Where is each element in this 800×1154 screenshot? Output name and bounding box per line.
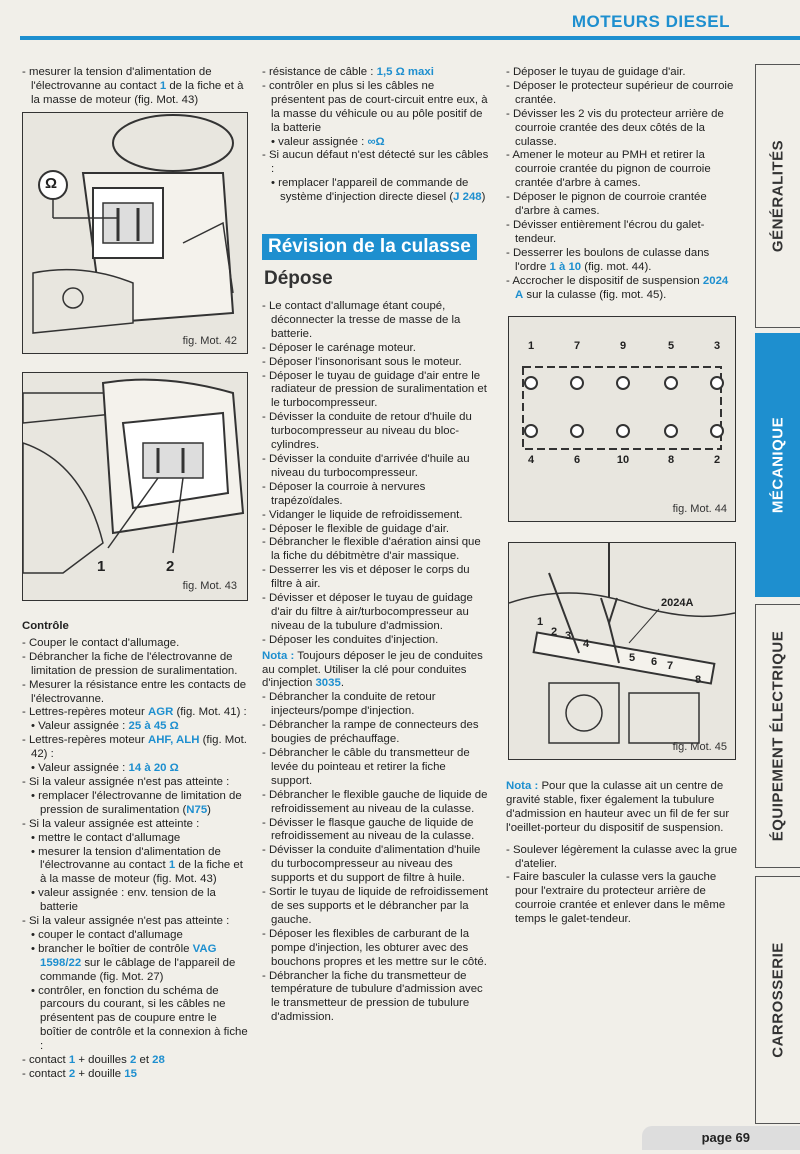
- depose-step: - Dévisser les 2 vis du protecteur arrière de courroie crantée des deux côtés de la culasse.: [506, 107, 724, 148]
- fig45-caption: fig. Mot. 45: [672, 741, 727, 753]
- depose-step: - Déposer le tuyau de guidage d'air entre le radiateur de pression de suralimentation et le turbocompresseur.: [262, 369, 487, 410]
- depose-step: - Débrancher la conduite de retour injecteurs/pompe d'injection.: [262, 691, 436, 718]
- controle-item: • contrôler, en fonction du schéma de parcours du courant, si les câbles ne présentent pas de coupure entre le boîtier de contrôle et la connexion à fiche :: [31, 984, 248, 1053]
- text-item: - Si aucun défaut n'est détecté sur les câbles :: [262, 149, 489, 176]
- controle-item: • brancher le boîtier de contrôle VAG 1598/22 sur le câblage de l'appareil de commande (fig. Mot. 27): [31, 942, 236, 983]
- controle-item: • valeur assignée : env. tension de la batterie: [31, 887, 216, 914]
- bolt-marker: [617, 377, 629, 389]
- bolt-marker: [525, 377, 537, 389]
- figure-mot-42: [22, 112, 248, 354]
- bolt-number-label: 3: [713, 340, 721, 352]
- header-divider: [20, 36, 800, 40]
- fig45-suspension-tool-illustration: [509, 543, 735, 759]
- fig45-bolt-number: 8: [695, 674, 702, 686]
- controle-item: - Si la valeur assignée n'est pas atteinte :: [22, 915, 230, 928]
- text-item: - mesurer la tension d'alimentation de l'électrovanne au contact 1 de la fiche et à la masse de moteur (fig. Mot. 43): [22, 66, 244, 106]
- depose-step: - Faire basculer la culasse vers la gauche pour l'extraire du protecteur arrière de courroie crantée et enlever dans le même temps le galet-tendeur.: [506, 871, 726, 926]
- bolt-number-label: 2: [713, 454, 721, 466]
- sidebar-tab-mecanique[interactable]: [755, 333, 800, 597]
- depose-step: - Dévisser la conduite de retour d'huile du turbocompresseur au niveau du bloc-cylindres.: [262, 411, 472, 452]
- depose-step: - Soulever légèrement la culasse avec la grue d'atelier.: [506, 843, 738, 870]
- bolt-marker: [711, 377, 723, 389]
- bolt-number-label: 9: [619, 340, 627, 352]
- controle-item: - Si la valeur assignée n'est pas atteinte :: [22, 775, 230, 788]
- depose-step: - Déposer les flexibles de carburant de la pompe d'injection, les obturer avec des bouchons propres et les mettre sur le côté.: [262, 927, 487, 968]
- fig45-bolt-number: 7: [667, 660, 674, 672]
- controle-item: - contact 1 + douilles 2 et 28: [22, 1054, 165, 1067]
- controle-item: • Valeur assignée : 14 à 20 Ω: [31, 762, 179, 775]
- depose-step: - Dévisser la conduite d'alimentation d'huile du turbocompresseur au niveau des supports et du support de filtre à huile.: [262, 844, 481, 885]
- section-header-title: MOTEURS DIESEL: [571, 12, 730, 31]
- depose-step: - Déposer la courroie à nervures trapézoïdales.: [262, 480, 426, 507]
- controle-item: • couper le contact d'allumage: [31, 928, 183, 941]
- depose-step: - Dévisser entièrement l'écrou du galet-tendeur.: [506, 218, 705, 245]
- depose-step: - Débrancher le flexible d'aération ainsi que la fiche du débitmètre d'air massique.: [262, 536, 481, 563]
- depose-step: - Le contact d'allumage étant coupé, déconnecter la tresse de masse de la batterie.: [262, 300, 461, 340]
- col2-top-text: [262, 66, 490, 205]
- controle-item: - Débrancher la fiche de l'électrovanne de limitation de pression de suralimentation.: [22, 650, 238, 677]
- bolt-number-label: 1: [527, 340, 535, 352]
- subsection-title-depose: Dépose: [264, 268, 333, 289]
- depose-step: - Desserrer les boulons de culasse dans l'ordre 1 à 10 (fig. mot. 44).: [506, 246, 710, 273]
- fig43-label-2: 2: [166, 558, 175, 575]
- sidebar-tab-generalites[interactable]: [755, 64, 800, 328]
- nota-2: Nota : Pour que la culasse ait un centre de gravité stable, fixer également la tubulure d'admission en hauteur avec un fil de fer sur l'oeillet-porteur du dispositif de suspension.: [506, 780, 730, 834]
- fig45-bolt-number: 1: [537, 616, 544, 628]
- bolt-marker: [617, 425, 629, 437]
- fig43-label-1: 1: [97, 558, 106, 575]
- controle-section: [22, 620, 248, 1082]
- bolt-number-label: 8: [667, 454, 675, 466]
- depose-step: - Amener le moteur au PMH et retirer la courroie crantée du pignon de courroie crantée d'arbre à cames.: [506, 149, 711, 190]
- text-item: - résistance de câble : 1,5 Ω maxi: [262, 66, 434, 78]
- controle-item: - contact 2 + douille 15: [22, 1068, 137, 1080]
- fig43-caption: fig. Mot. 43: [182, 580, 237, 592]
- ohm-symbol-label: Ω: [45, 175, 58, 192]
- fig45-bolt-number: 6: [651, 656, 658, 668]
- sidebar-tab-label: ÉQUIPEMENT ÉLECTRIQUE: [769, 630, 787, 842]
- depose-step: - Dévisser la conduite d'arrivée d'huile au niveau du turbocompresseur.: [262, 452, 470, 479]
- text-item: • remplacer l'appareil de commande de système d'injection directe diesel (J 248): [271, 177, 486, 204]
- fig43-connector-illustration: [23, 373, 247, 600]
- col2-depose-text: [262, 300, 490, 1025]
- nota-1: Nota : Toujours déposer le jeu de conduites au complet. Utiliser la clé pour conduites d'injection 3035.: [262, 649, 483, 690]
- sidebar-tab-label: CARROSSERIE: [769, 942, 787, 1058]
- sidebar-tab-carrosserie[interactable]: [755, 876, 800, 1124]
- depose-step: - Déposer le protecteur supérieur de courroie crantée.: [506, 79, 734, 106]
- fig45-bolt-number: 3: [565, 630, 572, 642]
- controle-item: - Lettres-repères moteur AGR (fig. Mot. 41) :: [22, 706, 247, 719]
- figure-mot-43: [22, 372, 248, 601]
- depose-step: - Déposer le pignon de courroie crantée d'arbre à cames.: [506, 191, 707, 218]
- depose-step: - Débrancher la rampe de connecteurs des bougies de préchauffage.: [262, 719, 479, 746]
- depose-step: - Dévisser le flasque gauche de liquide de refroidissement au niveau de la culasse.: [262, 816, 475, 843]
- bolt-number-label: 7: [573, 340, 581, 352]
- bolt-marker: [571, 377, 583, 389]
- figure-mot-44: [508, 316, 736, 522]
- depose-step: - Débrancher le câble du transmetteur de levée du pointeau et retirer la fiche support.: [262, 747, 470, 787]
- bolt-number-label: 6: [573, 454, 581, 466]
- depose-step: - Débrancher le flexible gauche de liquide de refroidissement au niveau de la culasse.: [262, 788, 488, 815]
- depose-step: - Desserrer les vis et déposer le corps du filtre à air.: [262, 564, 470, 591]
- depose-step: - Déposer le tuyau de guidage d'air.: [506, 66, 686, 78]
- controle-item: - Lettres-repères moteur AHF, ALH (fig. Mot. 42) :: [22, 734, 247, 761]
- col1-top-text: [22, 66, 244, 108]
- bolt-marker: [665, 425, 677, 437]
- bolt-marker: [711, 425, 723, 437]
- fig42-caption: fig. Mot. 42: [182, 335, 237, 347]
- depose-step: - Accrocher le dispositif de suspension 2024 A sur la culasse (fig. mot. 45).: [506, 274, 729, 301]
- bolt-marker: [571, 425, 583, 437]
- controle-item: • remplacer l'électrovanne de limitation de pression de suralimentation (N75): [31, 789, 242, 816]
- fig45-bolt-number: 2: [551, 626, 558, 638]
- sidebar-tab-label: MÉCANIQUE: [769, 416, 787, 514]
- controle-item: - Si la valeur assignée est atteinte :: [22, 817, 200, 830]
- controle-item: - Mesurer la résistance entre les contacts de l'électrovanne.: [22, 678, 247, 705]
- fig44-caption: fig. Mot. 44: [672, 503, 727, 515]
- bolt-number-label: 10: [616, 454, 630, 466]
- controle-item: • mesurer la tension d'alimentation de l'électrovanne au contact 1 de la fiche et à la masse de moteur (fig. Mot. 43): [31, 845, 243, 886]
- bolt-number-label: 4: [527, 454, 535, 466]
- page-number: page 69: [701, 1130, 750, 1145]
- fig45-bolt-number: 5: [629, 652, 636, 664]
- depose-step: - Déposer les conduites d'injection.: [262, 633, 439, 646]
- sidebar-tab-equipement-electrique[interactable]: [755, 604, 800, 868]
- text-item: - contrôler en plus si les câbles ne présentent pas de court-circuit entre eux, à la masse du véhicule ou au pôle positif de la batterie: [262, 79, 488, 134]
- controle-title: Contrôle: [22, 620, 69, 632]
- depose-step: - Déposer le carénage moteur.: [262, 341, 416, 354]
- controle-item: • mettre le contact d'allumage: [31, 831, 181, 844]
- sidebar-tab-label: GÉNÉRALITÉS: [769, 139, 787, 253]
- bolt-marker: [665, 377, 677, 389]
- controle-item: - Couper le contact d'allumage.: [22, 636, 180, 649]
- figure-mot-45: [508, 542, 736, 760]
- depose-step: - Déposer l'insonorisant sous le moteur.: [262, 355, 462, 368]
- depose-step: - Débrancher la fiche du transmetteur de température de tubulure d'admission avec le transmetteur de pression de tubulure d'admission.: [262, 969, 483, 1024]
- depose-step: - Sortir le tuyau de liquide de refroidissement de ses supports et le débrancher par la gauche.: [262, 886, 489, 926]
- depose-step: - Dévisser et déposer le tuyau de guidage d'air du filtre à air/turbocompresseur au niveau de la tubulure d'admission.: [262, 592, 473, 632]
- col3-top-text: [506, 66, 738, 302]
- controle-item: • Valeur assignée : 25 à 45 Ω: [31, 720, 179, 733]
- fig45-bolt-number: 4: [583, 638, 590, 650]
- fig44-bolt-sequence-diagram: [509, 317, 735, 521]
- depose-step: - Déposer le flexible de guidage d'air.: [262, 522, 450, 535]
- fig42-connector-illustration: [23, 113, 247, 353]
- fig45-tool-label: 2024A: [661, 597, 694, 609]
- bolt-marker: [525, 425, 537, 437]
- col3-bottom-text: [506, 780, 738, 927]
- section-title-revision-culasse: Révision de la culasse: [262, 234, 477, 260]
- depose-step: - Vidanger le liquide de refroidissement.: [262, 508, 463, 521]
- text-item: • valeur assignée : ∞Ω: [271, 135, 385, 148]
- bolt-number-label: 5: [667, 340, 675, 352]
